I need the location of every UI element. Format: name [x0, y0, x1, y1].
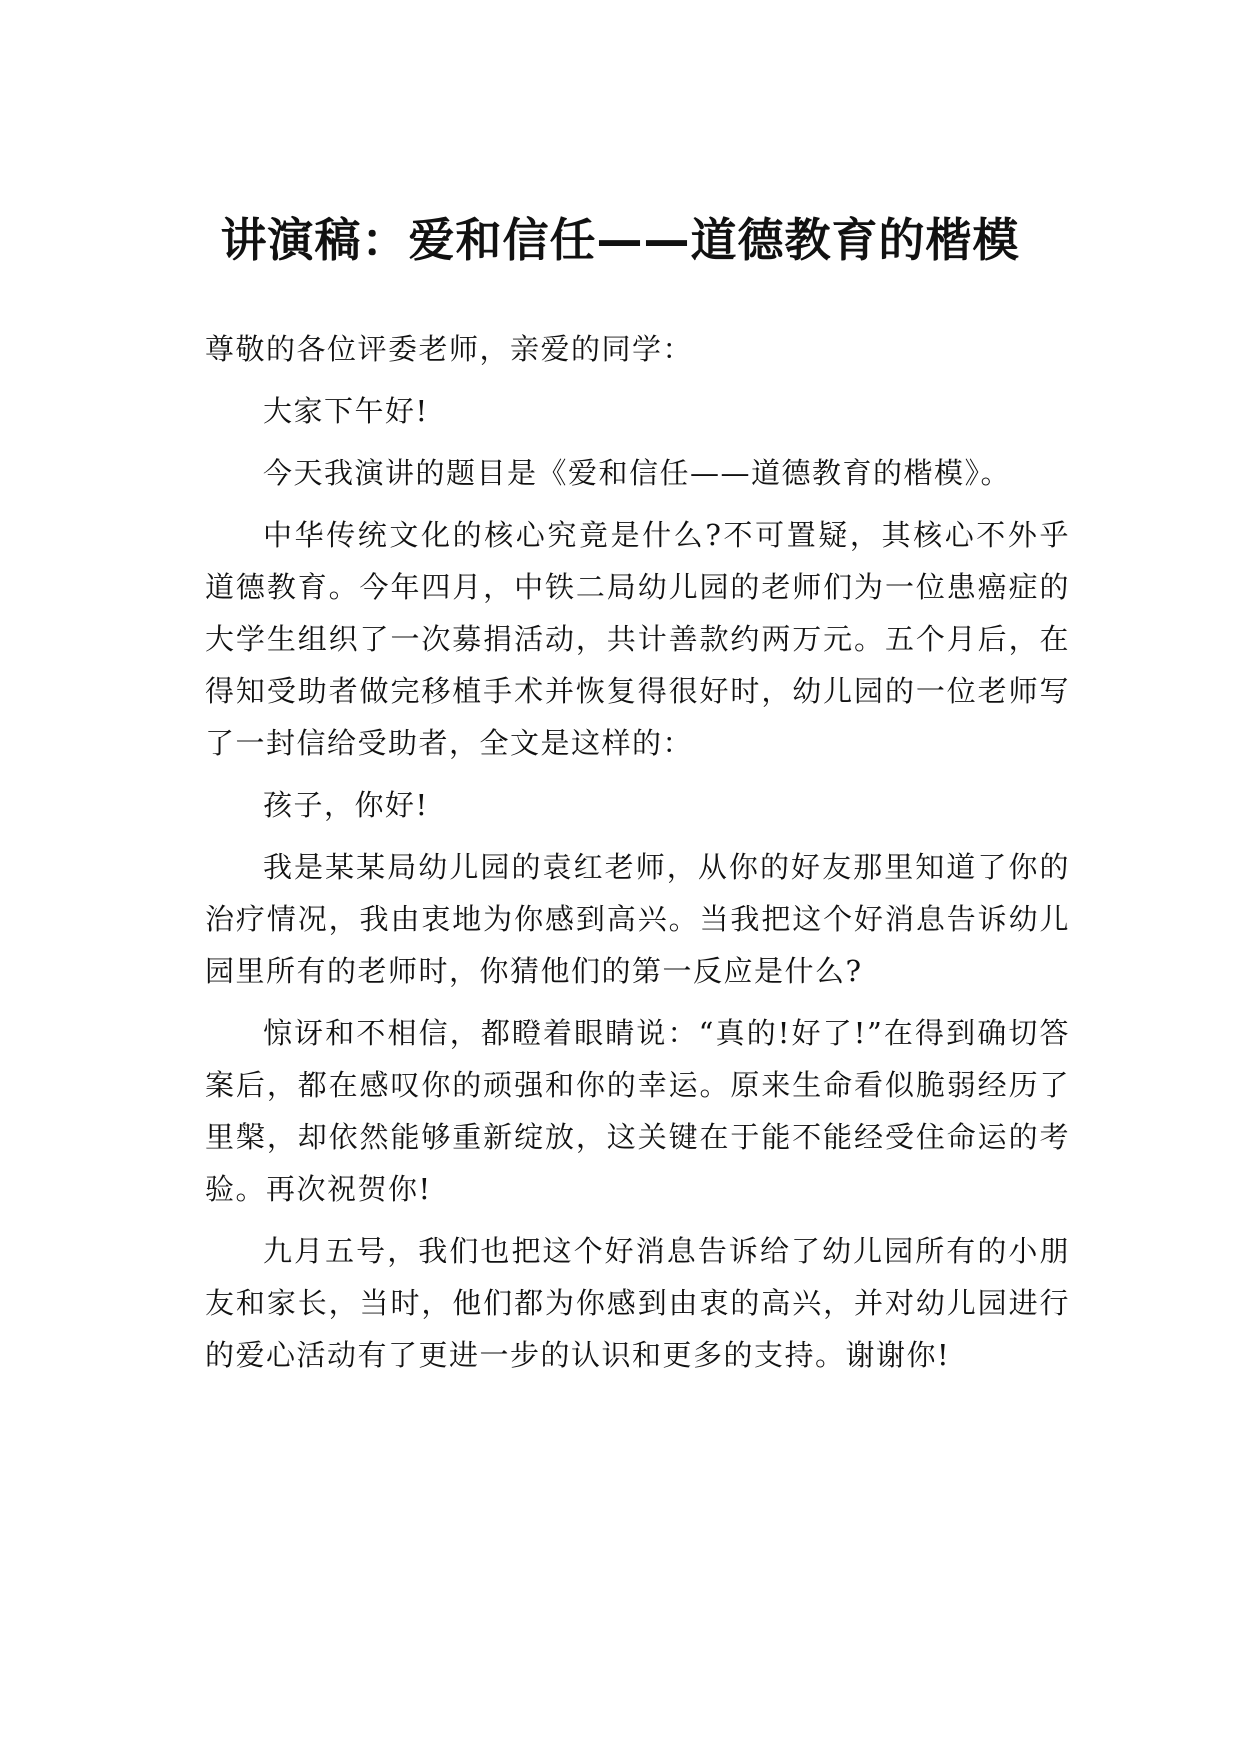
- document-title: 讲演稿：爱和信任——道德教育的楷模: [220, 213, 1020, 267]
- paragraph-letter-body-2: 惊讶和不相信，都瞪着眼睛说：“真的!好了!”在得到确切答案后，都在感叹你的顽强和你的幸运。原来生命看似脆弱经历了里槃，却依然能够重新绽放，这关键在于能不能经受住命运的考验。再次祝贺你!: [205, 1016, 1070, 1206]
- paragraph-letter-body-3: 九月五号，我们也把这个好消息告诉给了幼儿园所有的小朋友和家长，当时，他们都为你感到由衷的高兴，并对幼儿园进行的爱心活动有了更进一步的认识和更多的支持。谢谢你!: [205, 1234, 1070, 1372]
- paragraph-topic: 今天我演讲的题目是《爱和信任——道德教育的楷模》。: [263, 456, 1012, 490]
- document-body: [205, 323, 1070, 1391]
- paragraph-background: 中华传统文化的核心究竟是什么?不可置疑，其核心不外乎道德教育。今年四月，中铁二局幼儿园的老师们为一位患癌症的大学生组织了一次募捐活动，共计善款约两万元。五个月后，在得知受助者做完移植手术并恢复得很好时，幼儿园的一位老师写了一封信给受助者，全文是这样的：: [205, 518, 1070, 760]
- salutation: 尊敬的各位评委老师，亲爱的同学：: [205, 332, 694, 366]
- paragraph-letter-greeting: 孩子，你好!: [263, 788, 429, 822]
- paragraph-letter-body-1: 我是某某局幼儿园的袁红老师，从你的好友那里知道了你的治疗情况，我由衷地为你感到高兴。当我把这个好消息告诉幼儿园里所有的老师时，你猜他们的第一反应是什么?: [205, 850, 1070, 988]
- paragraph-greeting: 大家下午好!: [263, 394, 429, 428]
